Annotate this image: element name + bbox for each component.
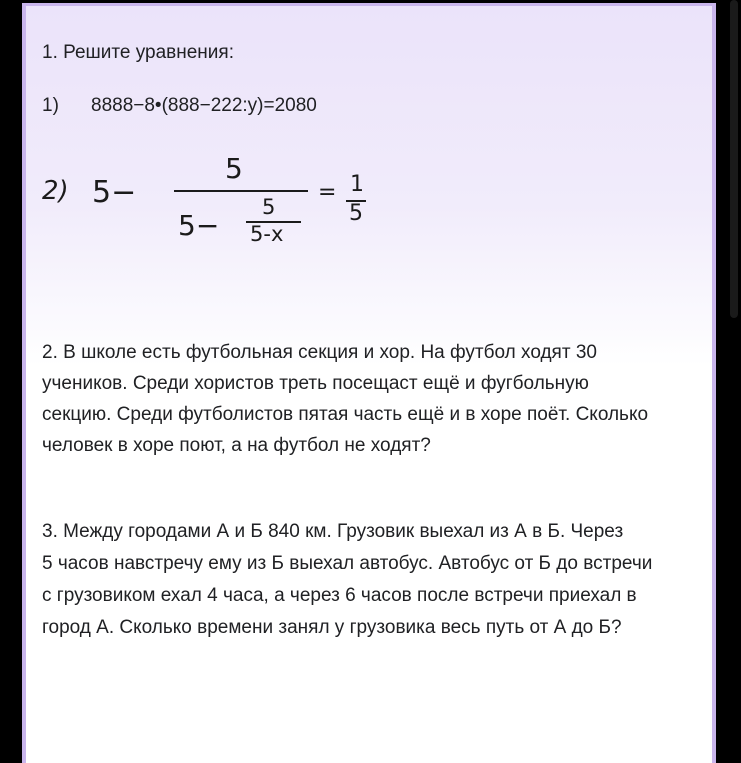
task2-line: 2. В школе есть футбольная секция и хор. На футбол ходят 30 [42,342,597,363]
eq2-lead: 5− [92,175,137,210]
task2-line: секцию. Среди футболистов пятая часть ещё и в хоре поёт. Сколько [42,404,649,425]
task3-line: город А. Сколько времени занял у грузовика весь путь от А до Б? [42,617,622,638]
task2-line: человек в хоре поют, а на футбол не ходят? [42,435,431,456]
eq2-numerator: 5 [225,152,243,185]
eq1-number: 1) [42,95,59,116]
eq2-number: 2) [42,176,69,206]
eq2-main-fraction-line [174,190,308,192]
task3-line: 3. Между городами А и Б 840 км. Грузовик выехал из А в Б. Через [42,521,624,542]
task3-line: 5 часов навстречу ему из Б выехал автобус. Автобус от Б до встречи [42,553,653,574]
task1-heading: 1. Решите уравнения: [42,42,234,63]
task-sheet [22,3,716,763]
task3-line: с грузовиком ехал 4 часа, а через 6 часов после встречи приехал в [42,585,637,606]
eq2-rhs-numerator: 1 [350,172,364,197]
task2-line: учеников. Среди хористов треть посещаст ещё и фугбольную [42,373,589,394]
eq2-equals: = [318,180,337,205]
scrollbar[interactable] [730,0,738,318]
eq2-inner-denominator: 5-x [250,222,284,246]
eq2-inner-numerator: 5 [262,195,276,219]
eq2-inner-lead: 5− [178,209,220,242]
eq1-text: 8888−8•(888−222:y)=2080 [91,95,317,116]
eq2-rhs-denominator: 5 [349,201,363,226]
